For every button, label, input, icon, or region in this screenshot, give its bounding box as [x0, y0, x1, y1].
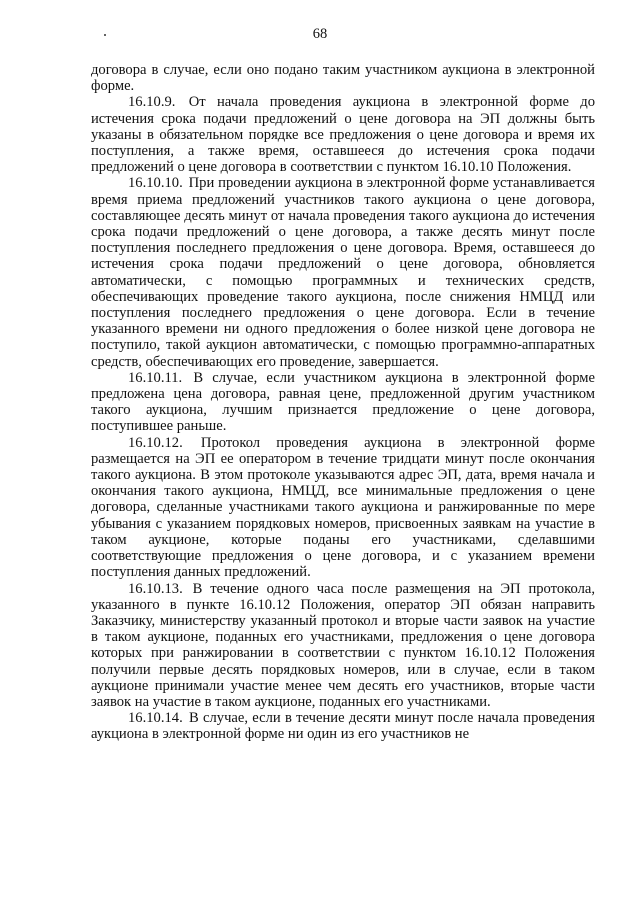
clause-text: В течение одного часа после размещения на ЭП протокола, указанного в пункте 16.10.12 Положения, оператор ЭП обязан направить Заказчику, министерству указанный протокол и вторые части заявок на участие в таком аукционе, поданных его участниками, предложения о цене договора которых при ранжировании в соответствии с пунктом 16.10.12 Положения получили первые десять порядковых номеров, или в случае, если в таком аукционе принимали участие менее чем десять его участников, вторые части заявок на участие в таком аукционе, поданных его участниками.: [91, 580, 596, 710]
clause-text: Протокол проведения аукциона в электронной форме размещается на ЭП ее оператором в течение тридцати минут после окончания такого аукциона. В этом протоколе указываются адрес ЭП, дата, время начала и окончания такого аукциона, НМЦД, все минимальные предложения о цене договора, сделанные участниками такого аукциона и ранжированные по мере убывания с указанием порядковых номеров, присвоенных заявкам на участие в таком аукционе, которые поданы его участниками, сделавшими соответствующие предложения о цене договора, и с указанием времени поступления данных предложений.: [91, 434, 595, 581]
clause-text: При проведении аукциона в электронной форме устанавливается время приема предложений участников такого аукциона о цене договора, составляющее десять минут от начала проведения такого аукциона до истечения срока подачи предложений о цене договора, а также десять минут после поступления последнего предложения о цене договора. Время, оставшееся до истечения срока подачи предложений о цене договора, обновляется автоматически, с помощью программных и технических средств, обеспечивающих проведение такого аукциона, после снижения НМЦД или поступления последнего предложения о цене договора. Если в течение указанного времени ни одного предложения о более низкой цене договора не поступило, такой аукцион автоматически, с помощью программно-аппаратных средств, обеспечивающих его проведение, завершается.: [91, 175, 595, 370]
clause-16-10-9: [91, 94, 595, 175]
clause-number: 16.10.14.: [128, 710, 183, 727]
clause-16-10-11: [91, 370, 595, 435]
clause-16-10-12: [91, 435, 595, 581]
clause-number: 16.10.11.: [128, 369, 183, 386]
clause-16-10-14: [91, 710, 595, 742]
paragraph-text: договора в случае, если оно подано таким участником аукциона в электронной форме.: [91, 62, 595, 95]
clause-number: 16.10.10.: [128, 175, 183, 192]
clause-number: 16.10.13.: [128, 580, 183, 597]
clause-16-10-10: [91, 175, 595, 369]
clause-text: От начала проведения аукциона в электронной форме до истечения срока подачи предложений о цене договора на ЭП должны быть указаны в обязательном порядке все предложения о цене договора и время их поступления, а также время, оставшееся до истечения срока подачи предложений о цене договора в соответствии с пунктом 16.10.10 Положения.: [91, 94, 595, 176]
clause-number: 16.10.12.: [128, 434, 183, 451]
document-body: [91, 62, 595, 743]
page-number: 68: [312, 26, 328, 42]
clause-16-10-13: [91, 581, 595, 711]
paragraph-continuation: [91, 62, 595, 94]
clause-number: 16.10.9.: [128, 94, 176, 111]
clause-text: В случае, если в течение десяти минут после начала проведения аукциона в электронной форме ни один из его участников не: [91, 710, 595, 743]
clause-text: В случае, если участником аукциона в электронной форме предложена цена договора, равная цене, предложенной другим участником такого аукциона, лучшим признается предложение о цене договора, поступившее раньше.: [91, 369, 595, 435]
